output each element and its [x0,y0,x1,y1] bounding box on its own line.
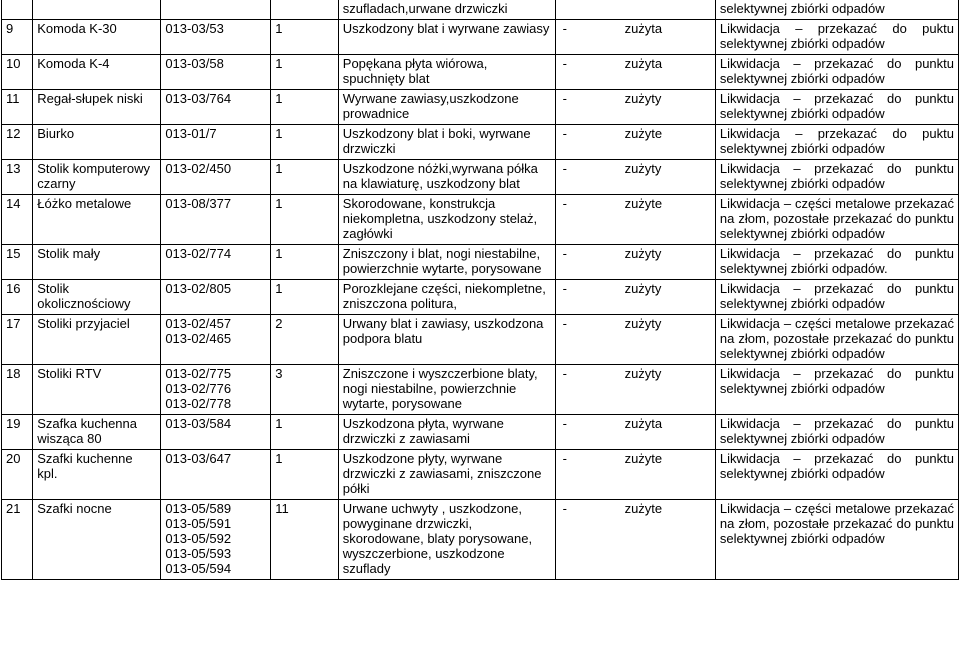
status-text: zużyty [624,161,662,176]
action-text: Likwidacja – przekazać do punktu selektywnej zbiórki odpadów [719,416,954,446]
action-text: Likwidacja – części metalowe przekazać na złom, pozostałe przekazać do punktu selektywnej zbiórki odpadów [719,196,954,241]
inventory-table [1,0,959,580]
status-dash: - [562,161,567,176]
action-text: Likwidacja – części metalowe przekazać na złom, pozostałe przekazać do punktu selektywnej zbiórki odpadów [719,501,954,546]
condition-description: Uszkodzona płyta, wyrwane drzwiczki z zawiasami [338,415,555,450]
condition-description: Urwany blat i zawiasy, uszkodzona podpora blatu [338,315,555,365]
item-name: Szafki kuchenne kpl. [33,450,161,500]
inventory-code: 013-08/377 [161,195,271,245]
status-text: zużyte [624,126,663,141]
row-number: 19 [2,415,33,450]
table-row [2,125,959,160]
disposal-action [715,195,958,245]
quantity: 1 [271,125,339,160]
row-number: 12 [2,125,33,160]
action-text: Likwidacja – przekazać do punktu selektywnej zbiórki odpadów [719,91,954,121]
table-row [2,315,959,365]
quantity: 1 [271,160,339,195]
inventory-code [161,315,271,365]
status-dash: - [562,281,567,296]
action-text: Likwidacja – części metalowe przekazać na złom, pozostałe przekazać do punktu selektywnej zbiórki odpadów [719,316,954,361]
wear-status [555,160,715,195]
inventory-code [161,500,271,580]
item-name: Komoda K-30 [33,20,161,55]
row-number: 21 [2,500,33,580]
disposal-action [715,280,958,315]
table-row [2,245,959,280]
status-text: zużyta [624,21,663,36]
item-name: Regał-słupek niski [33,90,161,125]
quantity: 1 [271,450,339,500]
status-text: zużyty [624,366,662,381]
table-row [2,450,959,500]
wear-status [555,90,715,125]
status-dash: - [562,196,567,211]
action-text: Likwidacja – przekazać do punktu selektywnej zbiórki odpadów [719,366,954,396]
table-row [2,415,959,450]
table-row [2,280,959,315]
disposal-action [715,125,958,160]
quantity: 1 [271,90,339,125]
row-number: 20 [2,450,33,500]
wear-status [555,315,715,365]
quantity: 1 [271,415,339,450]
quantity: 1 [271,55,339,90]
item-name: Stoliki RTV [33,365,161,415]
item-name: Biurko [33,125,161,160]
wear-status [555,55,715,90]
status-dash: - [562,126,567,141]
table-row [2,160,959,195]
table-row [2,365,959,415]
disposal-action [715,365,958,415]
quantity: 1 [271,20,339,55]
status-text: zużyta [624,56,663,71]
condition-description: Uszkodzony blat i wyrwane zawiasy [338,20,555,55]
status-dash: - [562,416,567,431]
inventory-code: 013-03/53 [161,20,271,55]
inventory-code: 013-03/647 [161,450,271,500]
condition-description: Skorodowane, konstrukcja niekompletna, uszkodzony stelaż, zagłówki [338,195,555,245]
condition-description: Zniszczony i blat, nogi niestabilne, powierzchnie wytarte, porysowane [338,245,555,280]
status-dash: - [562,56,567,71]
wear-status [555,195,715,245]
quantity: 1 [271,280,339,315]
status-dash: - [562,501,567,516]
status-dash: - [562,366,567,381]
status-text: zużyty [624,316,662,331]
status-dash: - [562,451,567,466]
disposal-action [715,0,958,20]
item-name: Stoliki przyjaciel [33,315,161,365]
item-name [33,0,161,20]
wear-status [555,0,715,20]
inventory-code: 013-01/7 [161,125,271,160]
disposal-action [715,415,958,450]
inventory-code: 013-03/58 [161,55,271,90]
disposal-action [715,500,958,580]
status-text: zużyte [624,501,663,516]
wear-status [555,415,715,450]
inventory-code: 013-03/584 [161,415,271,450]
item-name: Łóżko metalowe [33,195,161,245]
inventory-code: 013-03/764 [161,90,271,125]
inventory-code-list: 013-02/775 013-02/776 013-02/778 [165,366,232,411]
quantity [271,0,339,20]
wear-status [555,125,715,160]
condition-description: szufladach,urwane drzwiczki [338,0,555,20]
item-name: Szafki nocne [33,500,161,580]
action-text: Likwidacja – przekazać do punktu selektywnej zbiórki odpadów [719,56,954,86]
status-dash: - [562,91,567,106]
action-text: Likwidacja – przekazać do punktu selektywnej zbiórki odpadów [719,161,954,191]
condition-description: Uszkodzony blat i boki, wyrwane drzwiczki [338,125,555,160]
wear-status [555,280,715,315]
table-row [2,55,959,90]
condition-description: Wyrwane zawiasy,uszkodzone prowadnice [338,90,555,125]
condition-description: Popękana płyta wiórowa, spuchnięty blat [338,55,555,90]
condition-description: Urwane uchwyty , uszkodzone, powyginane drzwiczki, skorodowane, blaty porysowane, wyszczerbione, uszkodzone szuflady [338,500,555,580]
condition-description: Porozklejane części, niekompletne, zniszczona politura, [338,280,555,315]
row-number: 9 [2,20,33,55]
action-text: selektywnej zbiórki odpadów [719,1,885,16]
action-text: Likwidacja – przekazać do punktu selektywnej zbiórki odpadów [719,281,954,311]
wear-status [555,365,715,415]
inventory-code-list: 013-05/589 013-05/591 013-05/592 013-05/593 013-05/594 [165,501,232,576]
condition-description: Uszkodzone nóżki,wyrwana półka na klawiaturę, uszkodzony blat [338,160,555,195]
item-name: Komoda K-4 [33,55,161,90]
condition-description: Zniszczone i wyszczerbione blaty, nogi niestabilne, powierzchnie wytarte, porysowane [338,365,555,415]
wear-status [555,20,715,55]
row-number: 17 [2,315,33,365]
table-row [2,90,959,125]
status-text: zużyty [624,91,662,106]
row-number: 15 [2,245,33,280]
disposal-action [715,160,958,195]
disposal-action [715,90,958,125]
table-row [2,195,959,245]
status-dash: - [562,246,567,261]
status-text: zużyte [624,196,663,211]
inventory-code: 013-02/774 [161,245,271,280]
row-number [2,0,33,20]
table-row [2,20,959,55]
item-name: Stolik komputerowy czarny [33,160,161,195]
quantity: 11 [271,500,339,580]
inventory-code: 013-02/805 [161,280,271,315]
action-text: Likwidacja – przekazać do punktu selektywnej zbiórki odpadów. [719,246,954,276]
status-text: zużyte [624,451,663,466]
item-name: Stolik mały [33,245,161,280]
action-text: Likwidacja – przekazać do punktu selektywnej zbiórki odpadów [719,451,954,481]
quantity: 1 [271,245,339,280]
status-dash: - [562,316,567,331]
inventory-code [161,365,271,415]
quantity: 2 [271,315,339,365]
wear-status [555,500,715,580]
action-text: Likwidacja – przekazać do puktu selektywnej zbiórki odpadów [719,126,954,156]
table-row [2,500,959,580]
inventory-code-list: 013-02/457 013-02/465 [165,316,232,346]
disposal-action [715,245,958,280]
action-text: Likwidacja – przekazać do puktu selektywnej zbiórki odpadów [719,21,954,51]
item-name: Szafka kuchenna wisząca 80 [33,415,161,450]
wear-status [555,450,715,500]
row-number: 10 [2,55,33,90]
disposal-action [715,450,958,500]
status-dash: - [562,21,567,36]
disposal-action [715,20,958,55]
quantity: 1 [271,195,339,245]
status-text: zużyta [624,416,663,431]
item-name: Stolik okolicznościowy [33,280,161,315]
quantity: 3 [271,365,339,415]
row-number: 16 [2,280,33,315]
table-row [2,0,959,20]
row-number: 14 [2,195,33,245]
disposal-action [715,315,958,365]
inventory-code: 013-02/450 [161,160,271,195]
disposal-action [715,55,958,90]
row-number: 18 [2,365,33,415]
row-number: 13 [2,160,33,195]
status-text: zużyty [624,246,662,261]
condition-description: Uszkodzone płyty, wyrwane drzwiczki z zawiasami, zniszczone półki [338,450,555,500]
wear-status [555,245,715,280]
row-number: 11 [2,90,33,125]
inventory-code [161,0,271,20]
status-text: zużyty [624,281,662,296]
